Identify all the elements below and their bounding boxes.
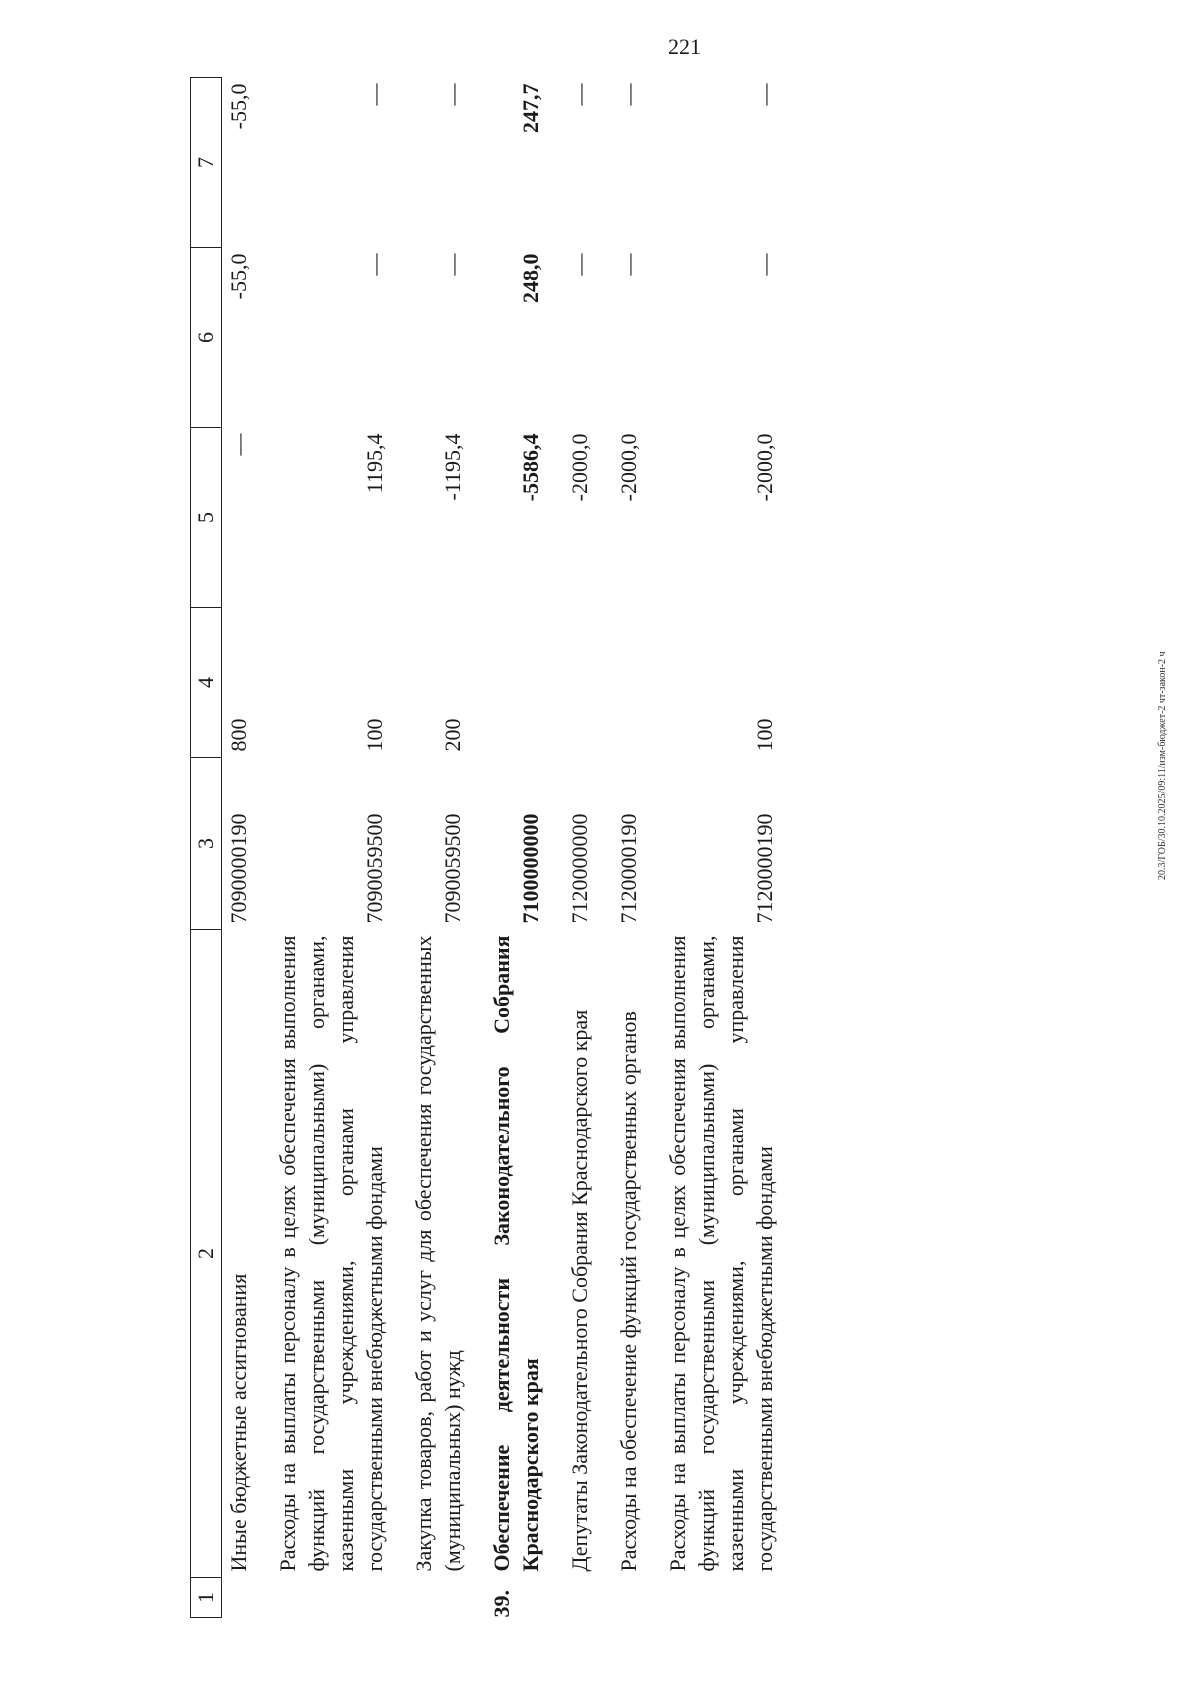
- row-expense-type: 800: [226, 718, 251, 752]
- row-expense-type: 100: [362, 718, 388, 752]
- row-expense-type: 100: [752, 718, 778, 752]
- row-value-col6: —: [567, 253, 593, 276]
- row-value-col7: —: [616, 83, 642, 106]
- row-value-col6: 248,0: [518, 253, 544, 303]
- header-col-5: 5: [191, 428, 222, 608]
- header-col-7: 7: [191, 78, 222, 248]
- header-row: [191, 78, 222, 1618]
- row-value-col5: -2000,0: [567, 433, 593, 502]
- row-target-code: 7090059500: [440, 813, 466, 924]
- row-value-col6: —: [752, 253, 778, 276]
- row-value-col7: —: [440, 83, 466, 106]
- row-value-col7: —: [567, 83, 593, 106]
- row-expense-type: [559, 608, 608, 758]
- row-target-code: 7100000000: [518, 813, 544, 924]
- row-value-col5: -1195,4: [440, 433, 466, 501]
- row-number: [267, 1578, 403, 1618]
- row-value-col7: —: [362, 83, 388, 106]
- row-description: Расходы на выплаты персоналу в целях обеспечения выполнения функций государственными (муниципальными) органами, казенными учреждениями, органами управления государственными внебюджетными фондами: [275, 935, 388, 1572]
- row-value-col5: -2000,0: [616, 433, 642, 502]
- row-value-col5: -2000,0: [752, 433, 778, 502]
- row-target-code: 7090000190: [226, 813, 251, 924]
- header-col-1: 1: [191, 1578, 222, 1618]
- page-number: 221: [668, 34, 701, 59]
- row-value-col6: —: [616, 253, 642, 276]
- header-col-3: 3: [191, 758, 222, 930]
- row-description: Иные бюджетные ассигнования: [226, 1273, 251, 1572]
- row-description: Расходы на выплаты персоналу в целях обеспечения выполнения функций государственными (муниципальными) органами, казенными учреждениями, органами управления государственными внебюджетными фондами: [665, 935, 778, 1572]
- row-value-col7: -55,0: [226, 83, 251, 130]
- row-value-col7: 247,7: [518, 83, 544, 133]
- table-row: [657, 78, 793, 1618]
- rotated-content: [190, 78, 1090, 1618]
- table-row: [267, 78, 403, 1618]
- row-value-col6: —: [440, 253, 466, 276]
- row-description: Депутаты Законодательного Собрания Краснодарского края: [567, 1009, 593, 1572]
- row-target-code: 7120000190: [752, 813, 778, 924]
- row-number: [222, 1578, 268, 1618]
- row-description: Обеспечение деятельности Законодательного Собрания Краснодарского края: [489, 935, 544, 1572]
- row-expense-type: 200: [440, 718, 466, 752]
- table-row: [222, 78, 268, 1618]
- row-value-col5: 1195,4: [362, 433, 388, 494]
- table-row: [559, 78, 608, 1618]
- row-number: 39.: [489, 1590, 515, 1618]
- row-target-code: 7120000000: [567, 813, 593, 924]
- row-number: [657, 1578, 793, 1618]
- row-description: Закупка товаров, работ и услуг для обеспечения государственных (муниципальных) нужд: [411, 935, 466, 1572]
- row-value-col5: —: [226, 433, 251, 456]
- budget-table: [190, 77, 793, 1618]
- row-number: [608, 1578, 657, 1618]
- row-expense-type: [481, 608, 559, 758]
- table-row: [608, 78, 657, 1618]
- table-row: [403, 78, 481, 1618]
- header-col-2: 2: [191, 930, 222, 1578]
- table-row: [481, 78, 559, 1618]
- row-target-code: 7090059500: [362, 813, 388, 924]
- row-value-col6: -55,0: [226, 253, 251, 300]
- header-col-4: 4: [191, 608, 222, 758]
- row-number: [559, 1578, 608, 1618]
- row-number: [403, 1578, 481, 1618]
- row-description: Расходы на обеспечение функций государственных органов: [616, 1011, 642, 1572]
- header-col-6: 6: [191, 248, 222, 428]
- footer-stamp: 20.3/ГОБ/30.10.2025/09:11/изм-бюджет-2 чт-закон-2 ч: [1157, 651, 1168, 880]
- row-value-col7: —: [752, 83, 778, 106]
- row-value-col6: —: [362, 253, 388, 276]
- row-target-code: 7120000190: [616, 813, 642, 924]
- row-expense-type: [608, 608, 657, 758]
- row-value-col5: -5586,4: [518, 433, 544, 502]
